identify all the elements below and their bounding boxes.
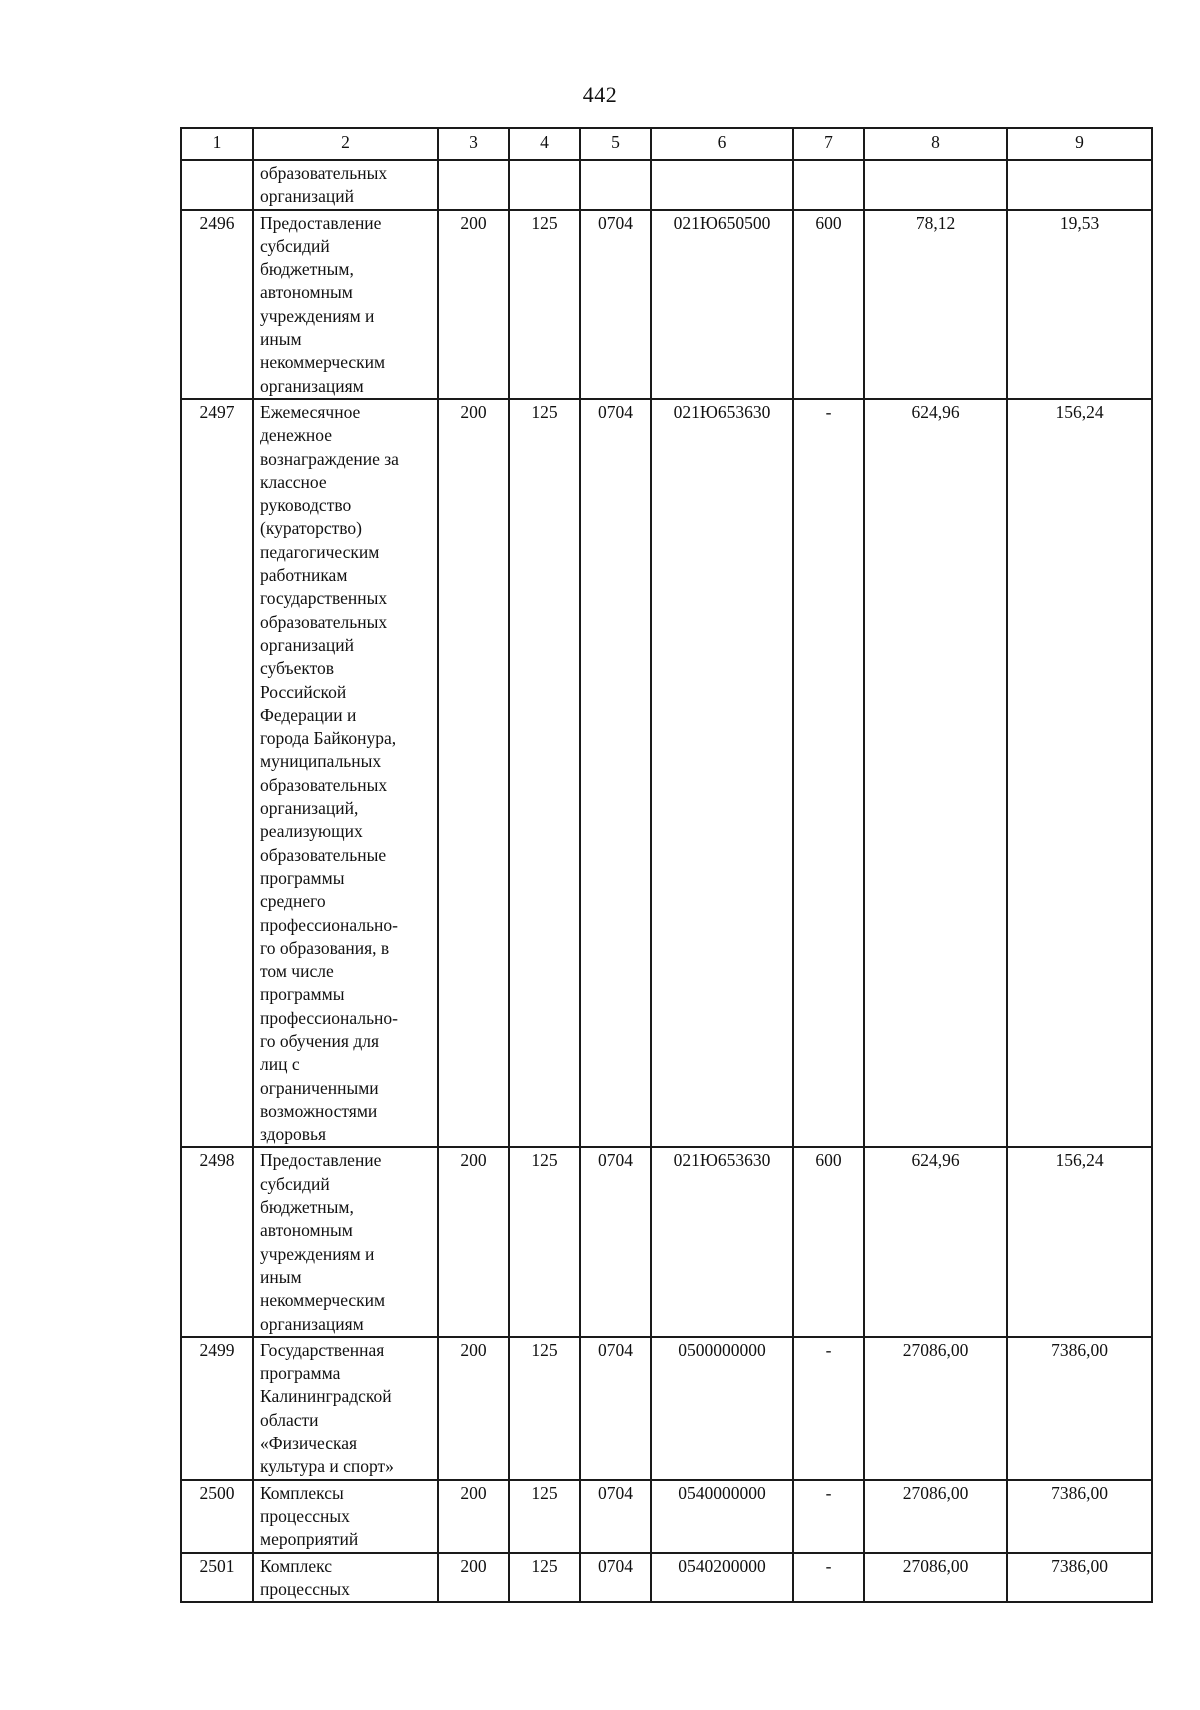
column-header: 6 [651, 128, 793, 160]
row-name-line: денежное [260, 425, 332, 446]
row-name-line: го обучения для [260, 1030, 380, 1051]
row-name-line: Комплекс [260, 1555, 332, 1576]
row-name-line: программа [260, 1363, 341, 1384]
row-name-line: процессных [260, 1505, 350, 1526]
column-header: 5 [580, 128, 651, 160]
code-cell-5: 0704 [580, 399, 651, 1148]
row-name-line: субсидий [260, 1173, 330, 1194]
row-name-line: процессных [260, 1578, 350, 1599]
row-name-line: автономным [260, 1220, 353, 1241]
row-name-line: ограниченными [260, 1077, 379, 1098]
row-name-line: вознаграждение за [260, 448, 399, 469]
code-cell-5 [580, 160, 651, 210]
row-name-line: среднего [260, 891, 326, 912]
row-name-line: профессионально- [260, 914, 399, 935]
row-name-line: учреждениям и [260, 1243, 375, 1264]
code-cell-7 [793, 160, 864, 210]
column-header: 9 [1007, 128, 1152, 160]
row-name-line: руководство [260, 495, 352, 516]
code-cell-3 [438, 160, 509, 210]
row-name-line: некоммерческим [260, 1290, 386, 1311]
table-row [181, 1480, 1152, 1553]
code-cell-4: 125 [509, 1553, 580, 1603]
row-name-line: образовательных [260, 774, 388, 795]
code-cell-4 [509, 160, 580, 210]
amount-cell-9: 7386,00 [1007, 1337, 1152, 1480]
amount-cell-9: 156,24 [1007, 399, 1152, 1148]
row-name-cell [253, 1147, 438, 1336]
code-cell-6: 0540200000 [651, 1553, 793, 1603]
page-number: 442 [582, 82, 618, 107]
row-name-line: иным [260, 329, 302, 350]
code-cell-4: 125 [509, 210, 580, 399]
row-name-line: субъектов [260, 658, 335, 679]
column-header: 2 [253, 128, 438, 160]
row-name-line: программы [260, 867, 345, 888]
code-cell-5: 0704 [580, 1553, 651, 1603]
row-name-line: реализующих [260, 821, 363, 842]
row-name-line: Комплексы [260, 1482, 344, 1503]
row-name-line: профессионально- [260, 1007, 399, 1028]
code-cell-7: 600 [793, 210, 864, 399]
amount-cell-8 [864, 160, 1007, 210]
row-name-line: образовательных [260, 163, 388, 183]
row-name-line: программы [260, 984, 345, 1005]
code-cell-6: 021Ю653630 [651, 399, 793, 1148]
row-number-cell [181, 160, 253, 210]
row-name-line: классное [260, 471, 327, 492]
row-name-line: педагогическим [260, 541, 380, 562]
row-name-cell [253, 399, 438, 1148]
row-name-line: организаций [260, 186, 354, 207]
row-name-line: автономным [260, 282, 353, 303]
code-cell-7: - [793, 399, 864, 1148]
table-header-row [181, 128, 1152, 160]
code-cell-7: - [793, 1480, 864, 1553]
row-name-line: образовательные [260, 844, 387, 865]
row-name-line: «Физическая [260, 1433, 358, 1454]
code-cell-6: 021Ю650500 [651, 210, 793, 399]
row-name-line: муниципальных [260, 751, 382, 772]
budget-table [180, 127, 1153, 1603]
amount-cell-9 [1007, 160, 1152, 210]
table-body [181, 160, 1152, 1602]
row-name-line: области [260, 1409, 319, 1430]
row-number-cell: 2496 [181, 210, 253, 399]
row-name-line: работникам [260, 565, 348, 586]
row-name-line: организациям [260, 1313, 364, 1334]
code-cell-7: 600 [793, 1147, 864, 1336]
amount-cell-8: 624,96 [864, 1147, 1007, 1336]
code-cell-4: 125 [509, 1480, 580, 1553]
column-header: 1 [181, 128, 253, 160]
row-name-line: Предоставление [260, 212, 382, 233]
row-name-line: том числе [260, 961, 334, 982]
code-cell-5: 0704 [580, 1480, 651, 1553]
row-name-cell [253, 160, 438, 210]
code-cell-4: 125 [509, 1337, 580, 1480]
code-cell-5: 0704 [580, 210, 651, 399]
table-row [181, 1337, 1152, 1480]
code-cell-6 [651, 160, 793, 210]
code-cell-3: 200 [438, 1553, 509, 1603]
code-cell-3: 200 [438, 1337, 509, 1480]
code-cell-5: 0704 [580, 1147, 651, 1336]
row-name-line: культура и спорт» [260, 1456, 394, 1477]
row-number-cell: 2499 [181, 1337, 253, 1480]
row-name-line: государственных [260, 588, 388, 609]
code-cell-6: 0540000000 [651, 1480, 793, 1553]
row-name-line: организациям [260, 375, 364, 396]
amount-cell-9: 156,24 [1007, 1147, 1152, 1336]
column-header: 3 [438, 128, 509, 160]
code-cell-4: 125 [509, 1147, 580, 1336]
code-cell-6: 021Ю653630 [651, 1147, 793, 1336]
code-cell-3: 200 [438, 1480, 509, 1553]
code-cell-3: 200 [438, 399, 509, 1148]
column-header: 8 [864, 128, 1007, 160]
row-name-line: Российской [260, 681, 347, 702]
row-name-line: Федерации и [260, 704, 357, 725]
row-name-line: иным [260, 1266, 302, 1287]
row-name-line: Предоставление [260, 1150, 382, 1171]
row-name-line: образовательных [260, 611, 388, 632]
row-name-line: здоровья [260, 1124, 327, 1145]
code-cell-7: - [793, 1337, 864, 1480]
row-name-line: учреждениям и [260, 305, 375, 326]
amount-cell-9: 7386,00 [1007, 1553, 1152, 1603]
row-name-cell [253, 1553, 438, 1603]
column-header: 4 [509, 128, 580, 160]
table-row [181, 210, 1152, 399]
amount-cell-9: 19,53 [1007, 210, 1152, 399]
row-number-cell: 2497 [181, 399, 253, 1148]
row-name-line: го образования, в [260, 937, 390, 958]
row-name-line: Калининградской [260, 1386, 392, 1407]
code-cell-3: 200 [438, 1147, 509, 1336]
row-name-line: бюджетным, [260, 1197, 354, 1218]
table-row [181, 1553, 1152, 1603]
amount-cell-8: 27086,00 [864, 1553, 1007, 1603]
column-header: 7 [793, 128, 864, 160]
table-row [181, 160, 1152, 210]
row-number-cell: 2500 [181, 1480, 253, 1553]
row-number-cell: 2498 [181, 1147, 253, 1336]
row-number-cell: 2501 [181, 1553, 253, 1603]
code-cell-4: 125 [509, 399, 580, 1148]
code-cell-3: 200 [438, 210, 509, 399]
code-cell-7: - [793, 1553, 864, 1603]
code-cell-5: 0704 [580, 1337, 651, 1480]
row-name-cell [253, 1337, 438, 1480]
row-name-line: лиц с [260, 1054, 300, 1075]
amount-cell-9: 7386,00 [1007, 1480, 1152, 1553]
table-row [181, 1147, 1152, 1336]
row-name-line: организаций [260, 634, 354, 655]
row-name-line: организаций, [260, 798, 359, 819]
row-name-line: некоммерческим [260, 352, 386, 373]
row-name-line: Государственная [260, 1339, 385, 1360]
amount-cell-8: 624,96 [864, 399, 1007, 1148]
row-name-line: бюджетным, [260, 259, 354, 280]
table-row [181, 399, 1152, 1148]
amount-cell-8: 78,12 [864, 210, 1007, 399]
code-cell-6: 0500000000 [651, 1337, 793, 1480]
row-name-cell [253, 210, 438, 399]
row-name-line: возможностями [260, 1100, 378, 1121]
row-name-line: города Байконура, [260, 728, 397, 749]
row-name-line: Ежемесячное [260, 401, 361, 422]
row-name-cell [253, 1480, 438, 1553]
row-name-line: мероприятий [260, 1529, 359, 1550]
row-name-line: (кураторство) [260, 518, 362, 539]
row-name-line: субсидий [260, 235, 330, 256]
amount-cell-8: 27086,00 [864, 1337, 1007, 1480]
amount-cell-8: 27086,00 [864, 1480, 1007, 1553]
